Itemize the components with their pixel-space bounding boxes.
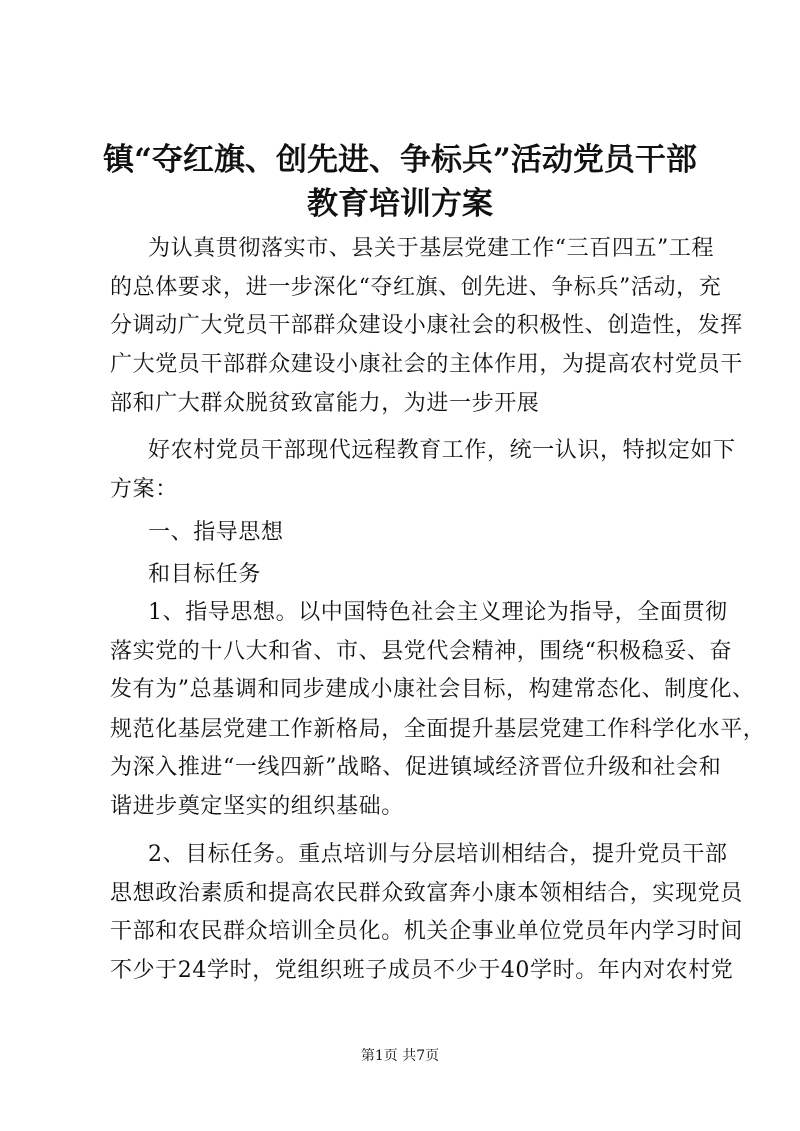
guiding-thought-line: 为深入推进“一线四新”战略、促进镇域经济晋位升级和社会和 (110, 755, 722, 780)
document-title-line-1: 镇“夺红旗、创先进、争标兵”活动党员干部 (103, 142, 697, 178)
guiding-thought-line: 落实党的十八大和省、市、县党代会精神，围绕“积极稳妥、奋 (110, 639, 733, 664)
guiding-thought-line: 发有为”总基调和同步建成小康社会目标，构建常态化、制度化、 (110, 677, 755, 702)
section-heading-continued: 和目标任务 (148, 562, 262, 587)
guiding-thought-line: 1、指导思想。以中国特色社会主义理论为指导，全面贯彻 (148, 600, 728, 625)
document-title-line-2: 教育培训方案 (307, 186, 493, 222)
target-task-line: 思想政治素质和提高农民群众致富奔小康本领相结合，实现党员 (110, 881, 743, 906)
paragraph-2-line: 好农村党员干部现代远程教育工作，统一认识，特拟定如下 (148, 438, 736, 463)
paragraph-1-line: 分调动广大党员干部群众建设小康社会的积极性、创造性，发挥 (110, 313, 743, 338)
target-task-line: 干部和农民群众培训全员化。机关企事业单位党员年内学习时间 (110, 919, 743, 944)
paragraph-1-line: 的总体要求，进一步深化“夺红旗、创先进、争标兵”活动，充 (110, 275, 722, 300)
target-task-line: 不少于24学时，党组织班子成员不少于40学时。年内对农村党 (110, 958, 734, 983)
page-number: 第1页 共7页 (360, 1048, 440, 1064)
guiding-thought-line: 谐进步奠定坚实的组织基础。 (110, 794, 404, 819)
target-task-line: 2、目标任务。重点培训与分层培训相结合，提升党员干部 (148, 842, 728, 867)
paragraph-1-line: 为认真贯彻落实市、县关于基层党建工作“三百四五”工程 (148, 236, 715, 261)
paragraph-2-line: 方案： (110, 477, 178, 502)
paragraph-1-line: 部和广大群众脱贫致富能力，为进一步开展 (110, 391, 540, 416)
paragraph-1-line: 广大党员干部群众建设小康社会的主体作用，为提高农村党员干 (110, 352, 743, 377)
section-heading: 一、指导思想 (148, 520, 284, 545)
guiding-thought-line: 规范化基层党建工作新格局，全面提升基层党建工作科学化水平， (110, 717, 766, 742)
